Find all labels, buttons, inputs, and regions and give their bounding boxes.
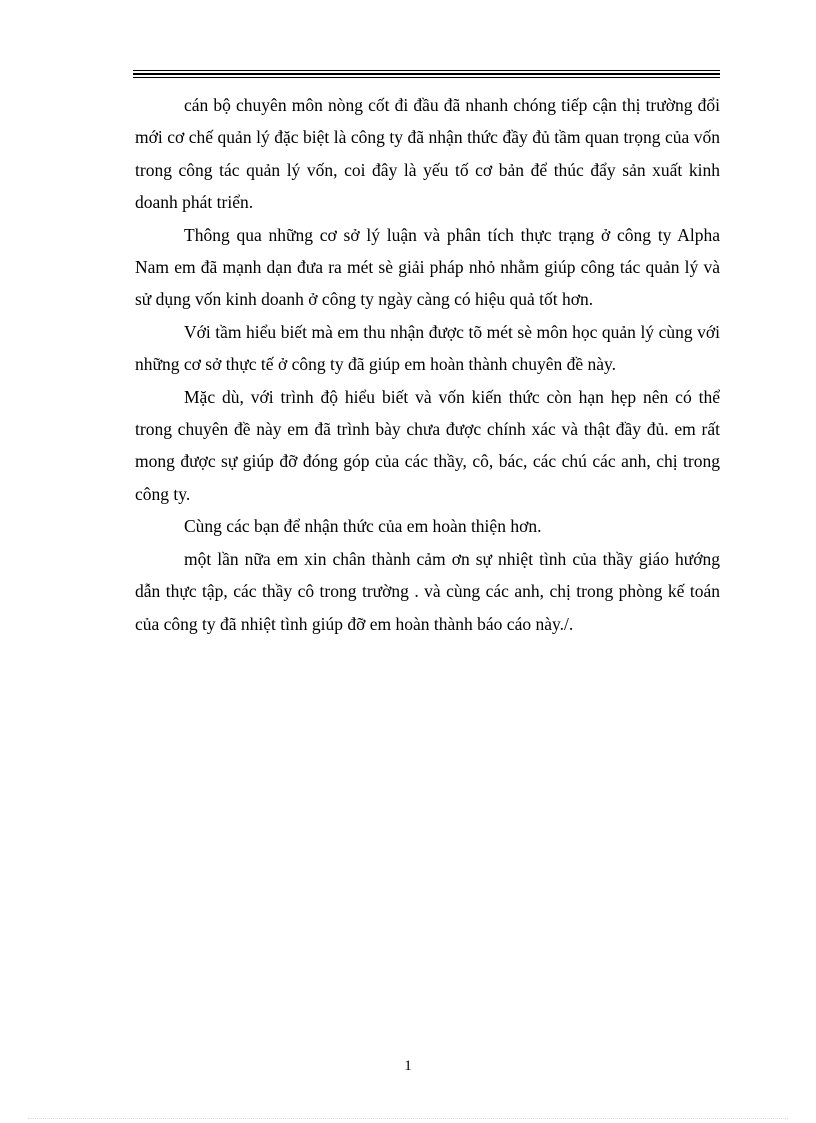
paragraph-continuation: cán bộ chuyên môn nòng cốt đi đầu đã nhanh chóng tiếp cận thị trường đổi mới cơ chế quản lý đặc biệt là công ty đã nhận thức đầy đủ tầm quan trọng của vốn trong công tác quản lý vốn, coi đây là yếu tố cơ bản để thúc đẩy sản xuất kinh doanh phát triển. [135,95,720,213]
page-number: 1 [404,1058,412,1074]
header-rule-top [133,70,720,71]
paragraph-methodology: Thông qua những cơ sở lý luận và phân tích thực trạng ở công ty Alpha Nam em đã mạnh dạn đưa ra mét sè giải pháp nhỏ nhằm giúp công tác quản lý và sử dụng vốn kinh doanh ở công ty ngày càng có hiệu quả tốt hơn. [135,224,720,310]
header-rule-middle [133,73,720,75]
document-body [135,89,720,640]
footer-dotted-line [28,1118,788,1119]
paragraph-friends: Cùng các bạn để nhận thức của em hoàn thiện hơn. [184,516,542,537]
paragraph-knowledge: Với tầm hiểu biết mà em thu nhận được tõ mét sè môn học quản lý cùng với những cơ sở thực tế ở công ty đã giúp em hoàn thành chuyên đề này. [135,321,720,375]
paragraph-limitations: Mặc dù, với trình độ hiểu biết và vốn kiến thức còn hạn hẹp nên có thể trong chuyên đề này em đã trình bày chưa được chính xác và thật đầy đủ. em rất mong được sự giúp đỡ đóng góp của các thầy, cô, bác, các chú các anh, chị trong công ty. [135,386,720,504]
paragraph-thanks: một lần nữa em xin chân thành cảm ơn sự nhiệt tình của thầy giáo hướng dẫn thực tập, các thầy cô trong trường . và cùng các anh, chị trong phòng kế toán của công ty đã nhiệt tình giúp đỡ em hoàn thành báo cáo này./. [135,548,720,634]
header-rule-bottom [133,77,720,78]
